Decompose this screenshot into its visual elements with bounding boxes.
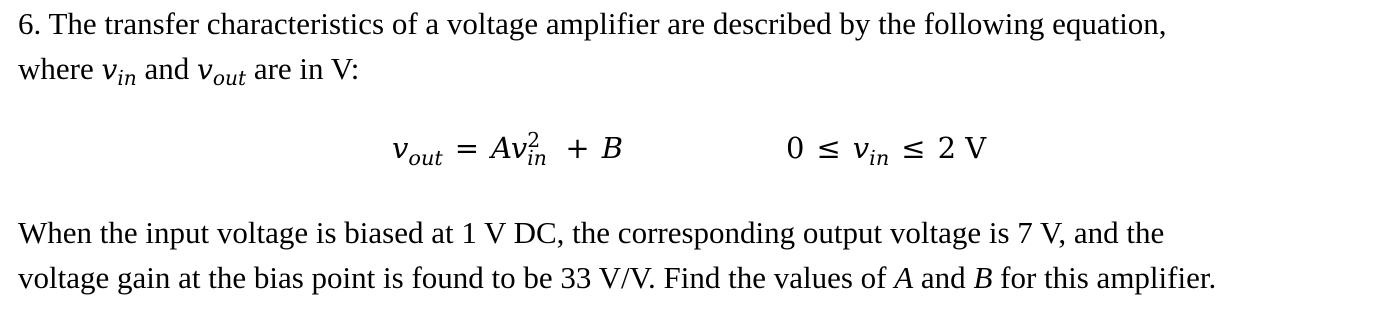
eq-coef-A: A: [491, 131, 511, 165]
transfer-equation: [392, 128, 623, 171]
line2-post: are in V:: [246, 51, 360, 86]
question-A: A: [894, 260, 914, 295]
line2-pre: where: [18, 51, 102, 86]
input-range: [786, 128, 986, 171]
vout-symbol: $v_{out}$: [197, 53, 247, 91]
eq-plus: +: [565, 131, 590, 165]
question-B: B: [973, 260, 993, 295]
question-statement: [18, 210, 1216, 300]
range-high: 2 V: [937, 131, 987, 165]
range-le-2: ≤: [901, 131, 926, 165]
problem-statement: [18, 1, 1167, 95]
eq-const-B: B: [601, 131, 623, 165]
eq-equals: =: [454, 131, 480, 165]
line2-mid: and: [136, 51, 198, 86]
eq-var: v 2 in: [510, 127, 547, 170]
problem-line-2: [18, 46, 1167, 95]
range-le-1: ≤: [816, 131, 841, 165]
range-var: $v_{in}$: [852, 131, 890, 170]
question-line-2: voltage gain at the bias point is found to be 33 V/V. Find the values of A and B for this amplifier.: [18, 260, 1217, 295]
problem-line-1: 6. The transfer characteristics of a voltage amplifier are described by the following equation,: [18, 6, 1167, 41]
range-low: 0: [786, 131, 805, 165]
question-line-1: When the input voltage is biased at 1 V DC, the corresponding output voltage is 7 V, and the: [18, 215, 1165, 250]
eq-lhs: $v_{out}$: [392, 131, 443, 170]
vin-symbol: $v_{in}$: [101, 53, 137, 91]
